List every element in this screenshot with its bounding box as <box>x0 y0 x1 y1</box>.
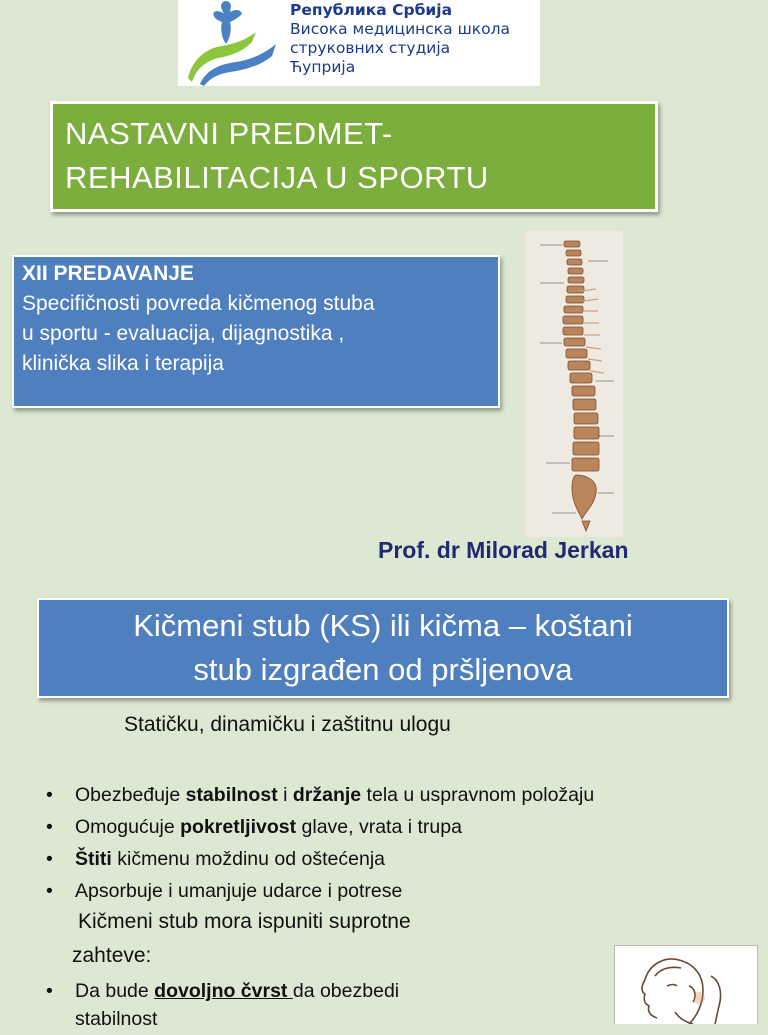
definition-line-1: Kičmeni stub (KS) ili kičma – koštani <box>133 608 633 643</box>
bullet-icon: • <box>46 980 53 1002</box>
list-item: • Omogućuje pokretljivost glave, vrata i trupa <box>44 811 744 843</box>
course-title-line-1: NASTAVNI PREDMET- <box>65 116 393 151</box>
course-title-box <box>50 101 658 212</box>
head-sketch-icon <box>615 946 757 1024</box>
list-item: • Štiti kičmenu moždinu od oštećenja <box>44 843 744 875</box>
logo-line-country: Република Србија <box>290 1 453 19</box>
course-title-line-2: REHABILITACIJA U SPORTU <box>65 160 489 195</box>
lecture-heading: XII PREDAVANJE <box>22 262 194 285</box>
requirement-line-1: Kičmeni stub mora ispuniti suprotne <box>78 910 411 933</box>
lecture-line-2: u sportu - evaluacija, dijagnostika , <box>22 322 345 345</box>
requirement-line-2: zahteve: <box>72 944 152 967</box>
logo-line-studies: струковних студија <box>290 39 451 57</box>
head-neck-image <box>614 945 758 1024</box>
logo-line-city: Ћуприја <box>290 58 356 76</box>
lecture-line-1: Specifičnosti povreda kičmenog stuba <box>22 292 375 315</box>
bullet-icon: • <box>46 848 53 870</box>
bullet-icon: • <box>46 816 53 838</box>
lecture-box <box>12 255 500 408</box>
list-item: • Apsorbuje i umanjuje udarce i potrese <box>44 875 744 907</box>
functions-list <box>44 779 744 907</box>
logo-line-school: Висока медицинска школа <box>290 20 511 38</box>
spine-anatomy-image <box>526 231 623 537</box>
institution-logo <box>178 0 540 86</box>
list-item: • Obezbeđuje stabilnost i držanje tela u uspravnom položaju <box>44 779 744 811</box>
hands-emblem-icon <box>182 0 282 86</box>
spine-icon <box>526 231 623 537</box>
definition-line-2: stub izgrađen od pršljenova <box>193 652 573 687</box>
definition-box <box>37 598 729 698</box>
list-item: • Da bude dovoljno čvrst da obezbedi <box>44 975 604 1007</box>
bullet-icon: • <box>46 784 53 806</box>
roles-subtitle: Statičku, dinamičku i zaštitnu ulogu <box>124 713 451 736</box>
cutoff-text: stabilnost <box>75 1008 158 1030</box>
lecture-line-3: klinička slika i terapija <box>22 352 224 375</box>
author-name: Prof. dr Milorad Jerkan <box>378 537 629 563</box>
bullet-icon: • <box>46 880 53 902</box>
